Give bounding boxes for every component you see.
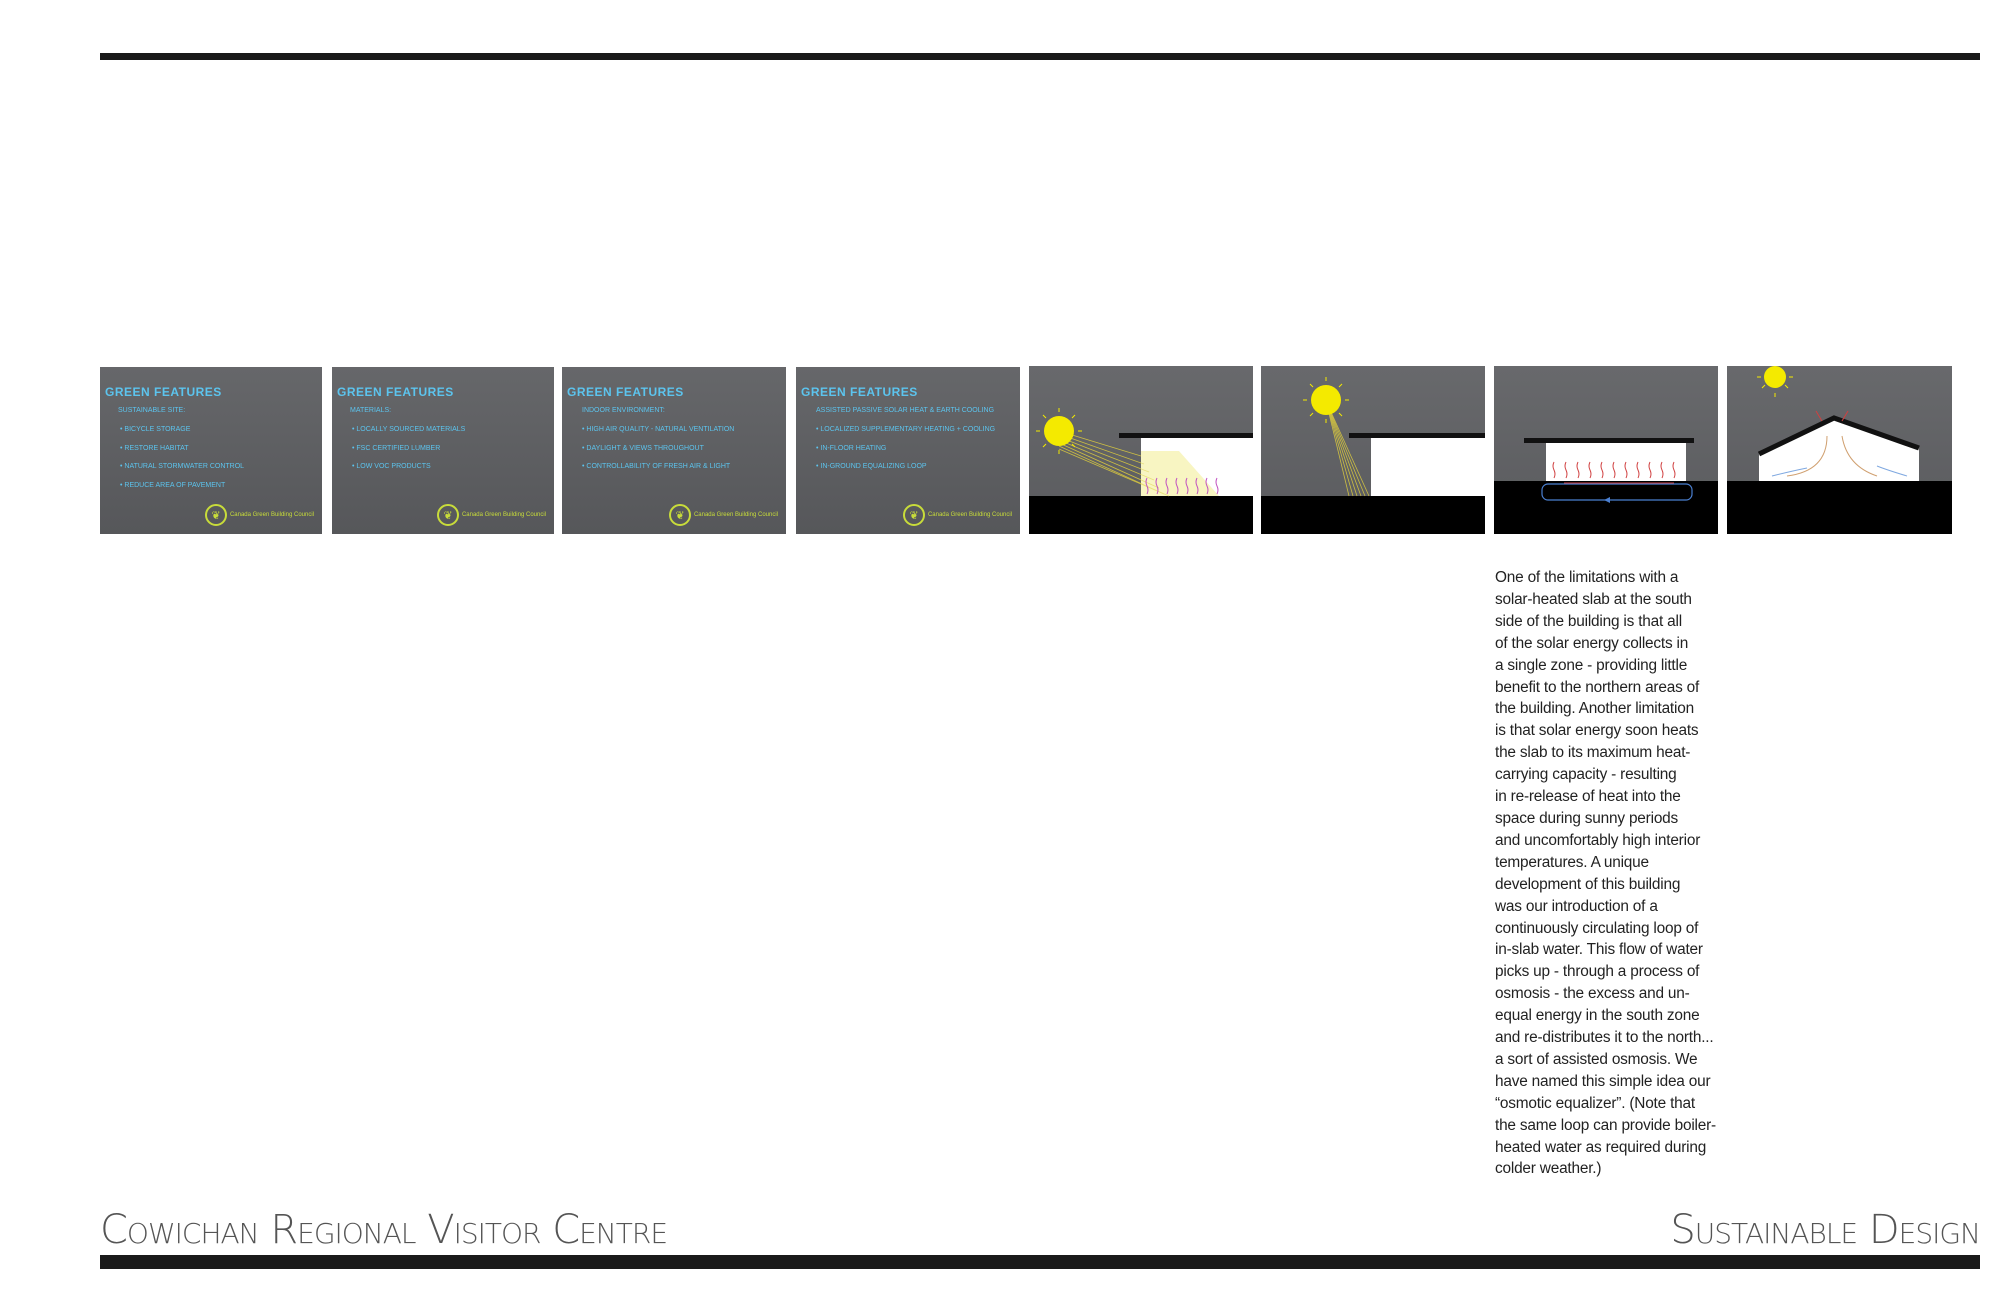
project-title: Cowichan Regional Visitor Centre	[100, 1207, 668, 1253]
body-line: development of this building	[1495, 875, 1681, 893]
diagram-low-sun	[1029, 366, 1253, 534]
slide-materials	[332, 367, 554, 534]
sun-icon	[1303, 377, 1349, 423]
body-line: is that solar energy soon heats	[1495, 722, 1699, 740]
slide-bullet: • RESTORE HABITAT	[120, 445, 189, 452]
slide-bullet: • FSC CERTIFIED LUMBER	[352, 445, 441, 452]
diagram-equalizer-loop	[1494, 366, 1718, 534]
slide-bullet: • REDUCE AREA OF PAVEMENT	[120, 482, 226, 489]
slide-title: GREEN FEATURES	[105, 385, 222, 399]
cagbc-leaf-icon: ❦	[903, 504, 925, 526]
slide-bullet: • CONTROLLABILITY OF FRESH AIR & LIGHT	[582, 463, 731, 470]
slide-bullet: • IN-FLOOR HEATING	[816, 445, 887, 452]
slide-bullet: • LOCALLY SOURCED MATERIALS	[352, 426, 466, 433]
slide-subtitle: SUSTAINABLE SITE:	[118, 407, 186, 414]
body-line: continuously circulating loop of	[1495, 919, 1699, 937]
slide-logo	[205, 504, 314, 526]
diagram-high-sun	[1261, 366, 1485, 534]
slide-logo	[669, 504, 778, 526]
slide-bullet: • DAYLIGHT & VIEWS THROUGHOUT	[582, 445, 704, 452]
body-line: solar-heated slab at the south	[1495, 590, 1692, 608]
slide-bullet: • NATURAL STORMWATER CONTROL	[120, 463, 245, 470]
body-line: was our introduction of a	[1495, 897, 1658, 915]
logo-text: Canada Green Building Council	[927, 512, 1012, 518]
body-line: a sort of assisted osmosis. We	[1495, 1050, 1698, 1068]
body-line: of the solar energy collects in	[1495, 634, 1689, 652]
slide-title: GREEN FEATURES	[567, 385, 684, 399]
slide-logo	[903, 504, 1012, 526]
slide-subtitle: INDOOR ENVIRONMENT:	[582, 407, 665, 414]
body-line: carrying capacity - resulting	[1495, 766, 1677, 784]
logo-text: Canada Green Building Council	[461, 512, 546, 518]
body-line: temperatures. A unique	[1495, 853, 1649, 871]
cagbc-leaf-icon: ❦	[669, 504, 691, 526]
sun-icon	[1757, 366, 1793, 397]
body-line: a single zone - providing little	[1495, 656, 1688, 674]
body-line: equal energy in the south zone	[1495, 1007, 1700, 1025]
body-line: the building. Another limitation	[1495, 700, 1694, 718]
body-line: osmosis - the excess and un-	[1495, 985, 1690, 1003]
logo-text: Canada Green Building Council	[693, 512, 778, 518]
slide-bullet: • IN-GROUND EQUALIZING LOOP	[816, 463, 927, 470]
body-line: have named this simple idea our	[1495, 1072, 1711, 1090]
diagram-pitched-roof	[1727, 366, 1952, 534]
slide-subtitle: MATERIALS:	[350, 407, 392, 414]
cagbc-leaf-icon: ❦	[437, 504, 459, 526]
cagbc-leaf-icon: ❦	[205, 504, 227, 526]
slide-sustainable-site	[100, 367, 322, 534]
slide-title: GREEN FEATURES	[337, 385, 454, 399]
body-line: picks up - through a process of	[1495, 963, 1700, 981]
slide-passive-solar	[796, 367, 1020, 534]
body-line: benefit to the northern areas of	[1495, 678, 1700, 696]
bottom-rule	[100, 1255, 1980, 1269]
slide-logo	[437, 504, 546, 526]
slide-subtitle: ASSISTED PASSIVE SOLAR HEAT & EARTH COOLING	[816, 407, 995, 414]
logo-text: Canada Green Building Council	[229, 512, 314, 518]
body-line: and re-distributes it to the north...	[1495, 1029, 1714, 1047]
body-line: “osmotic equalizer”. (Note that	[1495, 1094, 1695, 1112]
body-text	[1495, 567, 1735, 1180]
slide-bullet: • LOW VOC PRODUCTS	[352, 463, 431, 470]
body-line: in-slab water. This flow of water	[1495, 941, 1703, 959]
body-line: and uncomfortably high interior	[1495, 831, 1701, 849]
slide-bullet: • LOCALIZED SUPPLEMENTARY HEATING + COOLING	[816, 426, 996, 433]
body-line: colder weather.)	[1495, 1160, 1602, 1178]
top-rule	[100, 53, 1980, 60]
slide-indoor-environment	[562, 367, 786, 534]
section-title: Sustainable Design	[1670, 1207, 1980, 1253]
body-line: side of the building is that all	[1495, 612, 1682, 630]
body-line: in re-release of heat into the	[1495, 788, 1681, 806]
body-line: the slab to its maximum heat-	[1495, 744, 1691, 762]
slide-title: GREEN FEATURES	[801, 385, 918, 399]
body-line: the same loop can provide boiler-	[1495, 1116, 1716, 1134]
body-line: space during sunny periods	[1495, 809, 1679, 827]
body-line: One of the limitations with a	[1495, 569, 1679, 586]
slide-bullet: • BICYCLE STORAGE	[120, 426, 191, 433]
slide-bullet: • HIGH AIR QUALITY - NATURAL VENTILATION	[582, 426, 735, 433]
body-line: heated water as required during	[1495, 1138, 1707, 1156]
